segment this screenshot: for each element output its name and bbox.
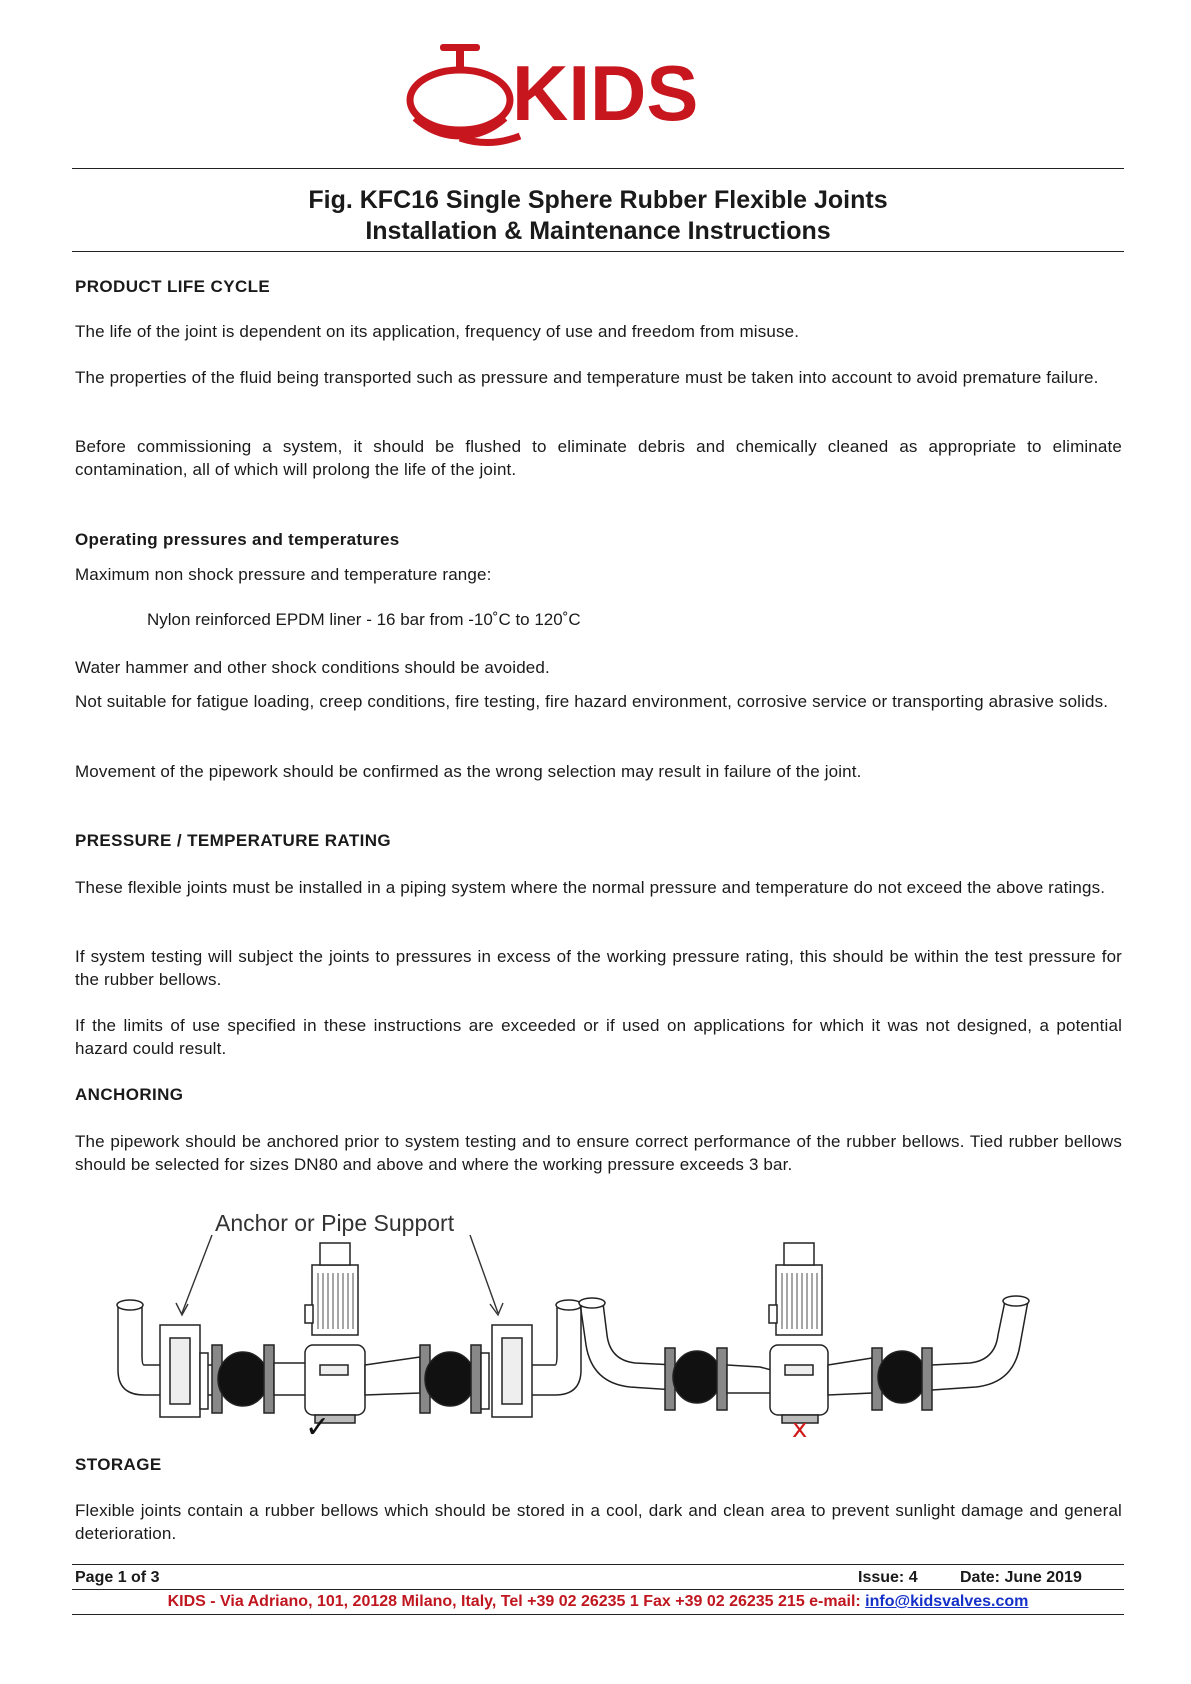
operating-paragraph-3: Not suitable for fatigue loading, creep conditions, fire testing, fire hazard environment, corrosive service or transporting abrasive solids.	[75, 692, 1109, 711]
correct-installation	[117, 1243, 582, 1423]
footer-address-line	[72, 1593, 1124, 1611]
heading-product-life-cycle: PRODUCT LIFE CYCLE	[75, 277, 271, 296]
footer-email-link[interactable]: info@kidsvalves.com	[865, 1593, 1029, 1610]
kids-logo	[400, 40, 790, 150]
title-rule	[72, 251, 1124, 252]
footer-page: Page 1 of 3	[75, 1569, 160, 1586]
rating-paragraph-1: These flexible joints must be installed in a piping system where the normal pressure and temperature do not exceed the above ratings.	[75, 878, 1106, 897]
anchoring-paragraph-1: The pipework should be anchored prior to system testing and to ensure correct performance of the rubber bellows. Tied rubber bellows should be selected for sizes DN80 and above and where the working pressure exceeds 3 bar.	[75, 1132, 1122, 1174]
wrong-mark: x	[792, 1414, 808, 1437]
correct-mark: ✓	[305, 1410, 331, 1437]
storage-paragraph-1: Flexible joints contain a rubber bellows which should be stored in a cool, dark and clean area to prevent sunlight damage and general deterioration.	[75, 1501, 1122, 1543]
operating-paragraph-2: Water hammer and other shock conditions should be avoided.	[75, 658, 550, 677]
wrong-installation	[579, 1243, 1029, 1423]
footer-date: Date: June 2019	[960, 1569, 1082, 1586]
lifecycle-paragraph-3: Before commissioning a system, it should be flushed to eliminate debris and chemically cleaned as appropriate to eliminate contamination, all of which will prolong the life of the joint.	[75, 437, 1122, 479]
heading-operating-pressures: Operating pressures and temperatures	[75, 530, 400, 549]
header-rule	[72, 168, 1124, 169]
logo-text: KIDS	[512, 49, 699, 137]
document-title-line2: Installation & Maintenance Instructions	[365, 217, 831, 245]
heading-anchoring: ANCHORING	[75, 1085, 184, 1104]
rating-paragraph-3: If the limits of use specified in these instructions are exceeded or if used on applications for which it was not designed, a potential hazard could result.	[75, 1016, 1122, 1058]
footer-rule-top	[72, 1564, 1124, 1565]
footer-rule-middle	[72, 1589, 1124, 1590]
document-title-line1: Fig. KFC16 Single Sphere Rubber Flexible Joints	[308, 186, 888, 214]
lifecycle-paragraph-1: The life of the joint is dependent on its application, frequency of use and freedom from misuse.	[75, 322, 800, 341]
heading-storage: STORAGE	[75, 1455, 162, 1474]
heading-pressure-temperature-rating: PRESSURE / TEMPERATURE RATING	[75, 831, 392, 850]
footer-issue: Issue: 4	[858, 1569, 918, 1586]
anchoring-diagram	[100, 1205, 1100, 1437]
rating-paragraph-2: If system testing will subject the joints to pressures in excess of the working pressure rating, this should be within the test pressure for the rubber bellows.	[75, 947, 1122, 989]
operating-paragraph-1: Maximum non shock pressure and temperature range:	[75, 565, 492, 584]
lifecycle-paragraph-2: The properties of the fluid being transported such as pressure and temperature must be taken into account to avoid premature failure.	[75, 368, 1099, 387]
footer-rule-bottom	[72, 1614, 1124, 1615]
operating-range: Nylon reinforced EPDM liner - 16 bar from -10˚C to 120˚C	[147, 610, 581, 629]
footer-address: KIDS - Via Adriano, 101, 20128 Milano, Italy, Tel +39 02 26235 1 Fax +39 02 26235 215 e-mail:	[167, 1593, 866, 1610]
anchor-label: Anchor or Pipe Support	[215, 1210, 455, 1236]
operating-paragraph-4: Movement of the pipework should be confirmed as the wrong selection may result in failure of the joint.	[75, 762, 862, 781]
